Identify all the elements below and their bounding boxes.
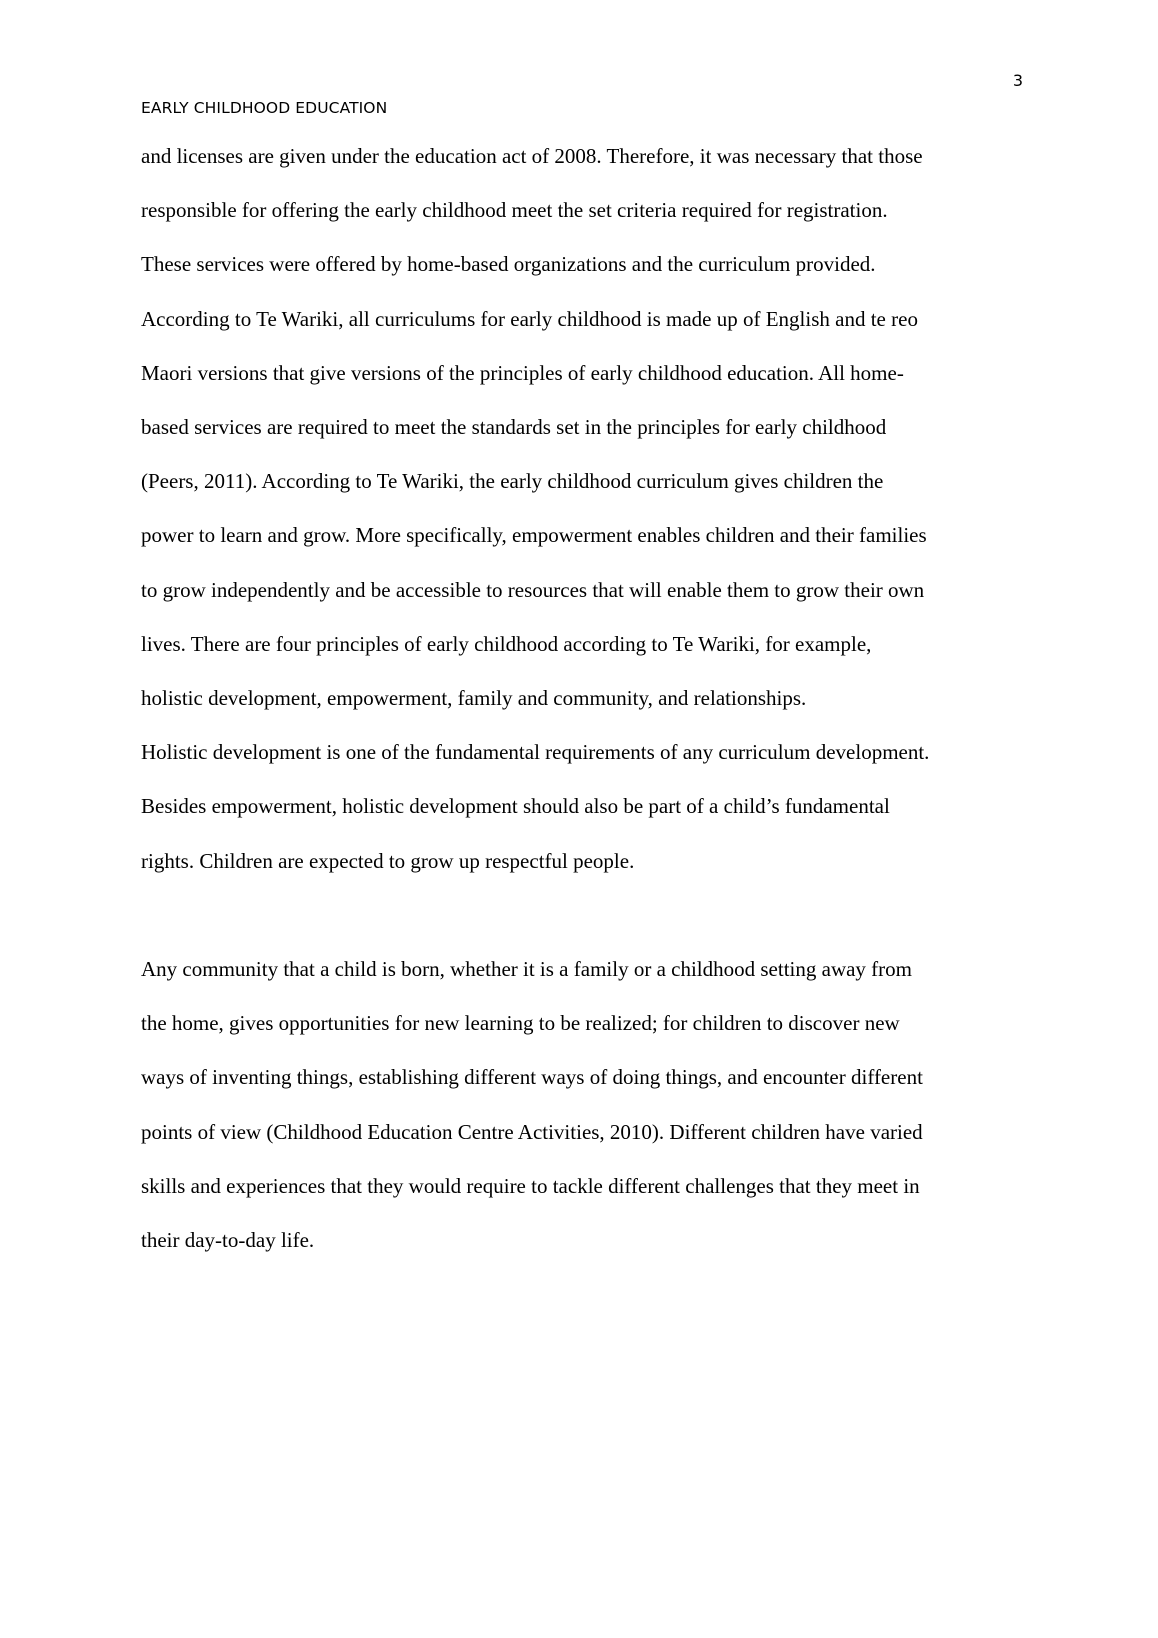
- text-line: points of view (Childhood Education Centre Activities, 2010). Different children have varied: [141, 1119, 923, 1144]
- page-number: 3: [1012, 71, 1023, 90]
- paragraph-spacer: [141, 888, 1027, 942]
- text-line: their day-to-day life.: [141, 1228, 315, 1253]
- paragraph-2: [141, 725, 1027, 888]
- text-line: lives. There are four principles of early childhood according to Te Wariki, for example,: [141, 631, 872, 656]
- text-line: holistic development, empowerment, family and community, and relationships.: [141, 686, 807, 711]
- paragraph-1: [141, 129, 1027, 725]
- text-line: the home, gives opportunities for new learning to be realized; for children to discover new: [141, 1011, 900, 1036]
- text-line: power to learn and grow. More specifically, empowerment enables children and their families: [141, 523, 927, 548]
- text-line: rights. Children are expected to grow up respectful people.: [141, 848, 635, 873]
- text-line: Any community that a child is born, whether it is a family or a childhood setting away from: [141, 957, 913, 982]
- text-line: These services were offered by home-based organizations and the curriculum provided.: [141, 252, 876, 277]
- paragraph-3: [141, 942, 1027, 1267]
- text-line: According to Te Wariki, all curriculums for early childhood is made up of English and te reo: [141, 306, 918, 331]
- text-line: and licenses are given under the education act of 2008. Therefore, it was necessary that those: [141, 144, 923, 168]
- running-head: EARLY CHILDHOOD EDUCATION: [141, 99, 388, 117]
- text-line: based services are required to meet the standards set in the principles for early childhood: [141, 415, 887, 440]
- text-line: (Peers, 2011). According to Te Wariki, the early childhood curriculum gives children the: [141, 469, 884, 494]
- text-line: responsible for offering the early childhood meet the set criteria required for registration.: [141, 198, 888, 223]
- text-line: ways of inventing things, establishing different ways of doing things, and encounter different: [141, 1065, 923, 1090]
- body-text: [141, 129, 1027, 1267]
- text-line: Holistic development is one of the fundamental requirements of any curriculum development.: [141, 740, 930, 765]
- text-line: Besides empowerment, holistic development should also be part of a child’s fundamental: [141, 794, 890, 819]
- text-line: skills and experiences that they would require to tackle different challenges that they meet in: [141, 1173, 920, 1198]
- text-line: to grow independently and be accessible to resources that will enable them to grow their own: [141, 577, 925, 602]
- text-line: Maori versions that give versions of the principles of early childhood education. All home-: [141, 360, 904, 385]
